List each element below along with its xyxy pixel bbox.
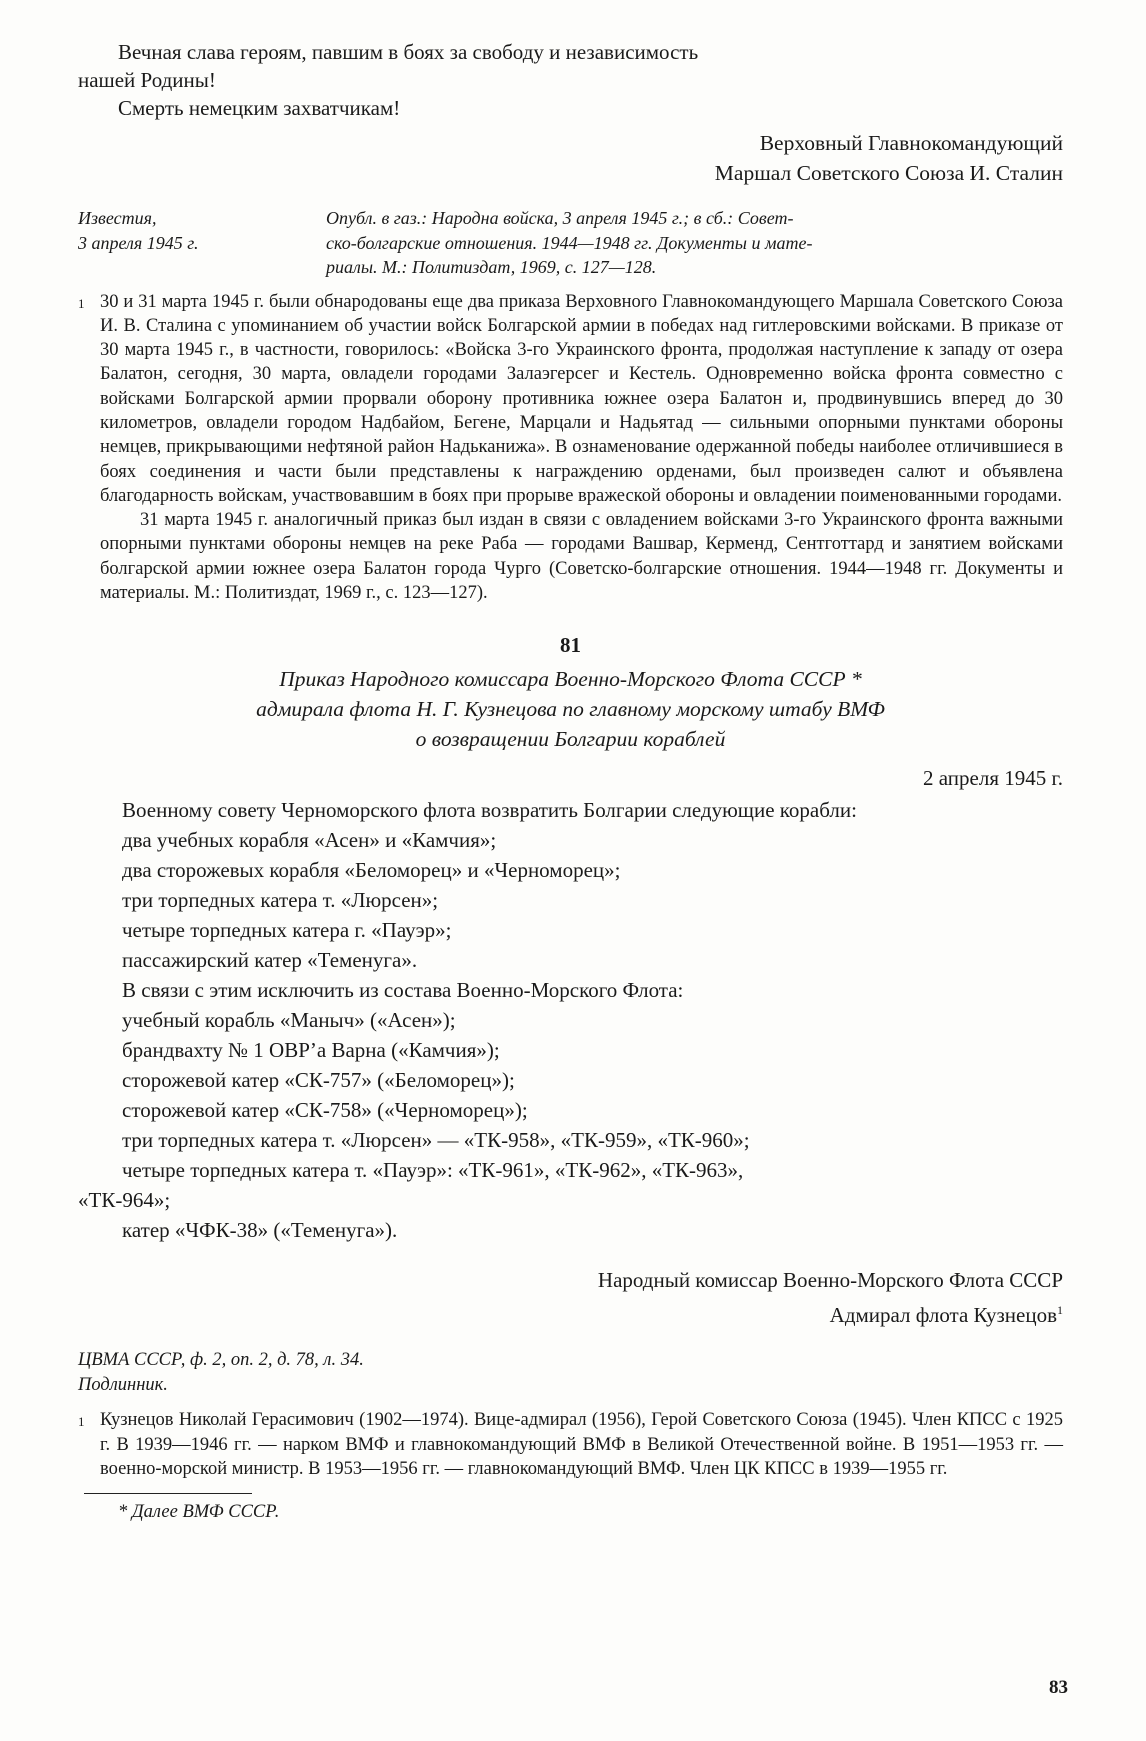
document-body [78,795,1063,1245]
list-item: пассажирский катер «Теменуга». [122,948,418,973]
citation-left [78,206,326,280]
document-date: 2 апреля 1945 г. [923,766,1063,791]
list-item: три торпедных катера т. «Люрсен» — «ТК-958», «ТК-959», «ТК-960»; [122,1128,750,1153]
title-line-3: о возвращении Болгарии кораблей [415,727,726,752]
body-intro-2: В связи с этим исключить из состава Военно-Морского Флота: [122,978,684,1003]
citation-line-2: ско-болгарские отношения. 1944—1948 гг. Документы и мате- [326,232,813,253]
title-line-2: адмирала флота Н. Г. Кузнецова по главному морскому штабу ВМФ [256,697,885,722]
footnote-divider [84,1493,252,1494]
signature-office: Народный комиссар Военно-Морского Флота СССР [597,1268,1063,1293]
star-footnote: * Далее ВМФ СССР. [118,1502,280,1523]
archive-reference [78,1348,1063,1398]
opening-proclamation [78,38,1063,122]
citation-source-date: 3 апреля 1945 г. [78,232,199,253]
source-citation [78,206,1063,280]
list-item: сторожевой катер «СК-758» («Черноморец»); [122,1098,528,1123]
footnote-top [78,290,1063,606]
footnote-top-marker: 1 [78,295,85,311]
citation-line-3: риалы. М.: Политиздат, 1969, с. 127—128. [326,257,657,277]
footnote-top-body [100,290,1063,606]
page-number: 83 [1049,1677,1068,1698]
list-item: два учебных корабля «Асен» и «Камчия»; [122,828,497,853]
document-title [78,664,1063,754]
opening-line-3: Смерть немецким захватчикам! [118,96,401,120]
list-item: учебный корабль «Маныч» («Асен»); [122,1008,456,1033]
title-line-1: Приказ Народного комиссара Военно-Морского Флота СССР * [279,667,862,692]
citation-source-name: Известия, [78,208,157,228]
signature-footnote-marker: 1 [1057,1303,1063,1318]
citation-line-1: Опубл. в газ.: Народна войска, 3 апреля 1945 г.; в сб.: Совет- [326,208,794,228]
signature-title: Верховный Главнокомандующий [759,131,1063,155]
list-item: четыре торпедных катера т. «Пауэр»: «ТК-961», «ТК-962», «ТК-963», [122,1158,744,1183]
footnote-bottom-body: Кузнецов Николай Герасимович (1902—1974). Вице-адмирал (1956), Герой Советского Союза (1945). Член КПСС с 1925 г. В 1939—1946 гг. — нарком ВМФ и главнокомандующий ВМФ в Великой Отечественной войне. В 1951—1953 гг. — военно-морской министр. В 1953—1956 гг. — главнокомандующий ВМФ. Член ЦК КПСС в 1939—1955 гг. [100,1410,1063,1479]
list-item: катер «ЧФК-38» («Теменуга»). [122,1218,398,1243]
citation-right [326,206,1063,280]
footnote-bottom-marker: 1 [78,1414,85,1430]
list-item: брандвахту № 1 ОВР’а Варна («Камчия»); [122,1038,500,1063]
opening-line-2: нашей Родины! [78,68,216,92]
document-number: 81 [560,633,581,658]
body-intro: Военному совету Черноморского флота возвратить Болгарии следующие корабли: [122,798,857,823]
footnote-bottom [78,1408,1063,1481]
list-item: три торпедных катера т. «Люрсен»; [122,888,439,913]
stalin-signature [78,128,1063,188]
kuznetsov-signature [78,1265,1063,1330]
list-item: два сторожевых корабля «Беломорец» и «Черноморец»; [122,858,621,883]
page-content [78,38,1063,1523]
signature-name: Маршал Советского Союза И. Сталин [714,161,1063,185]
archive-line-1: ЦВМА СССР, ф. 2, оп. 2, д. 78, л. 34. [78,1350,364,1371]
footnote-top-para-2: 31 марта 1945 г. аналогичный приказ был издан в связи с овладением войсками 3-го Украинского фронта важными опорными пунктами обороны немцев на реке Раба — городами Вашвар, Керменд, Сентготтард и занятием войсками болгарской армии южнее озера Балатон города Чурго (Советско-болгарские отношения. 1944—1948 гг. Документы и материалы. М.: Политиздат, 1969 г., с. 123—127). [100,510,1063,604]
opening-line-1: Вечная слава героям, павшим в боях за свободу и независимость [118,40,699,64]
list-item-continuation: «ТК-964»; [78,1188,171,1213]
list-item: четыре торпедных катера г. «Пауэр»; [122,918,452,943]
signature-person-name: Адмирал флота Кузнецов [829,1303,1057,1328]
signature-person [78,1295,1063,1330]
footnote-top-para-1: 30 и 31 марта 1945 г. были обнародованы еще два приказа Верховного Главнокомандующего Маршала Советского Союза И. В. Сталина с упоминанием об участии войск Болгарской армии в победах над гитлеровскими войсками. В приказе от 30 марта 1945 г., в частности, говорилось: «Войска 3-го Украинского фронта, продолжая наступление к западу от озера Балатон, сегодня, 30 марта, овладели городами Залаэгерсег и Кестель. Одновременно войска фронта совместно с войсками Болгарской армии прорвали оборону противника южнее озера Балатон и, продвинувшись вперед до 30 километров, овладели городом Надбайом, Бегене, Марцали и Надьятад — сильными опорными пунктами обороны немцев, прикрывающими нефтяной район Надьканижа». В ознаменование одержанной победы наиболее отличившиеся в боях соединения и части были представлены к награждению орденами, был произведен салют и объявлена благодарность войскам, участвовавшим в боях при прорыве вражеской обороны и овладении поименованными городами. [100,291,1063,506]
archive-line-2: Подлинник. [78,1375,168,1396]
list-item: сторожевой катер «СК-757» («Беломорец»); [122,1068,515,1093]
